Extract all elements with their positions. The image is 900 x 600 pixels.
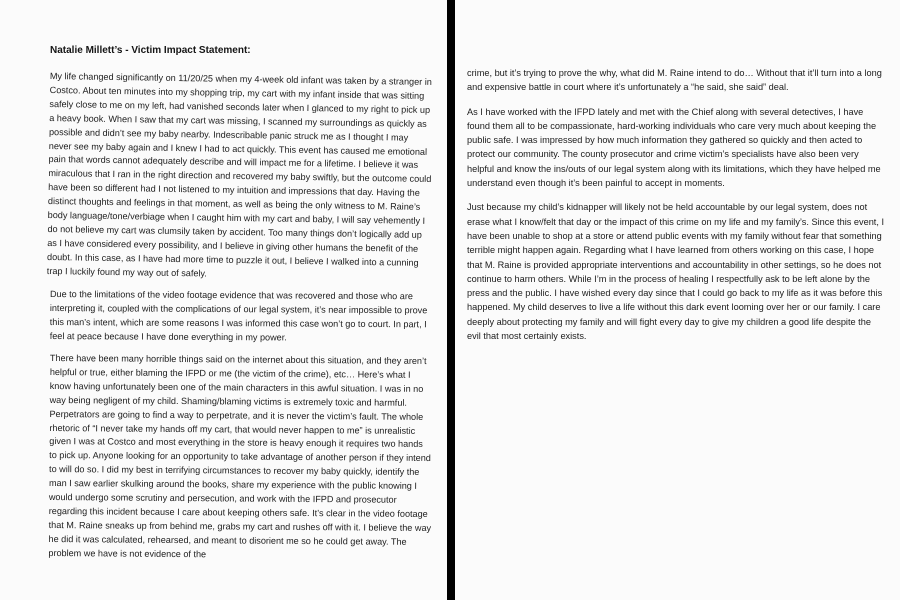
paragraph-internet-response: There have been many horrible things said on the internet about this situation, and they aren’t helpful or true, either blaming the IFPD or me (the victim of the crime), etc… Here’s what I know having unfortunately been one of the main characters in this awful situation. I was in no way being negligent of my child. Shaming/blaming victims is extremely toxic and harmful. Perpetrators are going to find a way to perpetrate, and it is never the victim’s fault. The whole rhetoric of “I never take my hands off my cart, that would never happen to me” is unrealistic given I was at Costco and most everything in the store is heavy enough it requires two hands to pick up. Anyone looking for an opportunity to take advantage of another person if they intend to will do so. I did my best in terrifying circumstances to recover my baby quickly, identify the man I saw earlier skulking around the books, share my experience with the public knowing I would undergo some scrutiny and persecution, and work with the IFPD and prosecutor regarding this incident because I care about keeping others safe. It’s clear in the video footage that M. Raine sneaks up from behind me, grabs my cart and rushes off with it. I believe the way he did it was calculated, rehearsed, and meant to disorient me so he could get away. The problem we have is not evidence of the [48, 353, 432, 560]
statement-title: Natalie Millett’s - Victim Impact Statement: [50, 45, 251, 56]
statement-page-right [455, 0, 900, 600]
paragraph-continuation: crime, but it’s trying to prove the why, what did M. Raine intend to do… Without that it’ll turn into a long and expensive battle in court where it’s unfortunately a “he said, she said” deal. [467, 68, 882, 93]
paragraph-incident: My life changed significantly on 11/20/25 when my 4-week old infant was taken by a stranger in Costco. About ten minutes into my shopping trip, my cart with my infant inside that was sitting safely close to me on my left, had vanished seconds later when I glanced to my right to pick up a heavy book. When I saw that my cart was missing, I scanned my surroundings as quickly as possible and didn’t see my baby nearby. Indescribable panic struck me as I thought I may never see my baby again and I knew I had to act quickly. This event has caused me emotional pain that words cannot adequately describe and will impact me for a lifetime. I believe it was miraculous that I ran in the right direction and recovered my baby swiftly, but the outcome could have been so different had I not listened to my intuition and impressions that day. Having the distinct thoughts and feelings in that moment, as well as being the only witness to M. Raine’s body language/tone/verbiage when I caught him with my cart and baby, I will say vehemently I do not believe my cart was clumsily taken by accident. Too many things don’t logically add up as I have considered every possibility, and I believe in giving other humans the benefit of the doubt. In this case, as I have had more time to puzzle it out, I believe I walked into a cunning trap I luckily found my way out of safely. [46, 70, 432, 279]
statement-page-left [0, 0, 447, 600]
paragraph-ifpd-gratitude: As I have worked with the IFPD lately and met with the Chief along with several detectives, I have found them all to be compassionate, hard-working individuals who care very much about keeping the public safe. I was impressed by how much information they gathered so quickly and then acted to protect our community. The county prosecutor and crime victim’s specialists have also been very helpful and know the ins/outs of our legal system along with its limitations, which they have helped me understand even though it’s been painful to accept in moments. [467, 106, 881, 189]
paragraph-impact-request: Just because my child’s kidnapper will likely not be held accountable by our legal system, does not erase what I know/felt that day or the impact of this crime on my life and my family’s. Since this event, I have been unable to shop at a store or attend public events with my family without fear that something terrible might happen again. Regarding what I have learned from others working on this case, I hope that M. Raine is provided appropriate interventions and accountability in other settings, so he does not continue to harm others. While I’m in the process of healing I respectfully ask to be left alone by the press and the public. I have wished every day since that I could go back to my life as it was before this happened. My child deserves to live a life without this dark event looming over her or our family. I care deeply about protecting my family and will fight every day to give my children a good life despite the evil that most certainly exists. [467, 202, 885, 342]
paragraph-legal-limitations: Due to the limitations of the video footage evidence that was recovered and those who are interpreting it, coupled with the complications of our legal system, it’s near impossible to prove this man’s intent, which are some reasons I was informed this case won’t go to court. In part, I feel at peace because I have done everything in my power. [49, 288, 428, 342]
